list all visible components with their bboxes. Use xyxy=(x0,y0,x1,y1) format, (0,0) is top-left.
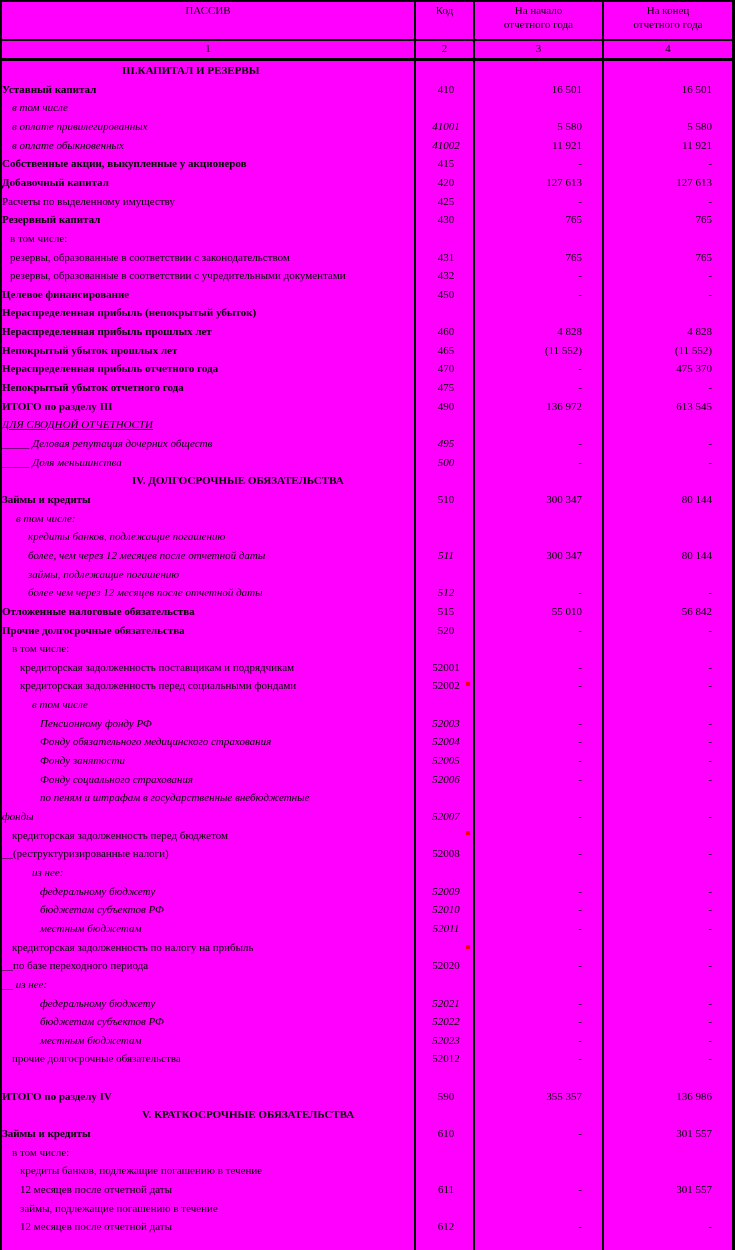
table-row xyxy=(0,472,735,490)
row-end-value: - xyxy=(708,904,712,917)
row-start-value: - xyxy=(578,456,582,469)
header-start-line2: отчетного года xyxy=(503,19,574,31)
table-row xyxy=(0,435,735,453)
row-start-value: - xyxy=(578,1016,582,1029)
table-row xyxy=(0,1013,735,1031)
row-name: __по базе переходного периода xyxy=(2,960,149,973)
header-start-line1: На начало xyxy=(514,5,563,17)
row-end-value: - xyxy=(708,736,712,749)
table-row xyxy=(0,81,735,99)
row-code: 52006 xyxy=(432,773,460,786)
header-end-line2: отчетного года xyxy=(633,19,703,31)
row-end-value: - xyxy=(708,1034,712,1047)
table-row xyxy=(0,267,735,285)
row-name: Фонду обязательного медицинского страхования xyxy=(40,736,272,749)
table-row xyxy=(0,1181,735,1199)
row-name: в том числе xyxy=(12,102,68,115)
row-code: 52008 xyxy=(432,848,460,861)
row-name: Отложенные налоговые обязательства xyxy=(2,605,195,618)
row-start-value: 4 828 xyxy=(557,326,582,339)
row-start-value: - xyxy=(578,960,582,973)
row-start-value: - xyxy=(578,1184,582,1196)
row-name: Целевое финансирование xyxy=(2,288,130,301)
table-row xyxy=(0,808,735,826)
row-start-value: - xyxy=(578,1221,582,1234)
row-name: 12 месяцев после отчетной даты xyxy=(20,1221,172,1234)
row-end-value: - xyxy=(708,382,712,395)
row-end-value: - xyxy=(708,997,712,1010)
row-name: местным бюджетам xyxy=(40,1034,142,1047)
row-end-value: - xyxy=(708,1053,712,1066)
table-row xyxy=(0,99,735,117)
table-row xyxy=(0,976,735,994)
row-start-value: - xyxy=(578,904,582,917)
table-row xyxy=(0,230,735,248)
row-code: 52009 xyxy=(432,885,460,898)
column-number-1: 1 xyxy=(205,43,211,55)
row-name: займы, подлежащие погашению в течение xyxy=(20,1202,218,1215)
table-row xyxy=(0,286,735,304)
row-start-value: - xyxy=(578,1128,582,1141)
table-row xyxy=(0,1218,735,1236)
row-code: 52012 xyxy=(432,1053,460,1066)
row-name: федеральному бюджету xyxy=(40,885,156,898)
table-row xyxy=(0,379,735,397)
row-end-value: 613 545 xyxy=(676,400,712,413)
row-name: в том числе: xyxy=(12,1146,70,1159)
table-row xyxy=(0,939,735,957)
table-row xyxy=(0,249,735,267)
row-end-value: - xyxy=(708,960,712,973)
table-row xyxy=(0,174,735,192)
row-end-value: - xyxy=(708,1221,712,1234)
row-code: 460 xyxy=(437,326,455,339)
table-row xyxy=(0,1106,735,1124)
row-code: 41002 xyxy=(432,139,460,152)
table-row xyxy=(0,155,735,173)
row-code: 500 xyxy=(437,456,455,469)
table-row xyxy=(0,752,735,770)
table-row xyxy=(0,920,735,938)
row-code: 611 xyxy=(437,1184,455,1196)
table-row xyxy=(0,398,735,416)
row-name: Резервный капитал xyxy=(2,214,101,227)
row-end-value: - xyxy=(708,755,712,768)
row-name: в том числе: xyxy=(16,512,76,525)
row-name: IV. ДОЛГОСРОЧНЫЕ ОБЯЗАТЕЛЬСТВА xyxy=(132,475,344,488)
row-start-value: - xyxy=(578,438,582,450)
table-row xyxy=(0,1088,735,1106)
row-code: 52020 xyxy=(432,960,460,973)
row-start-value: - xyxy=(578,773,582,786)
row-start-value: - xyxy=(578,1034,582,1047)
table-row xyxy=(0,510,735,528)
column-number-2: 2 xyxy=(441,43,448,55)
row-code: 515 xyxy=(437,605,455,618)
row-start-value: 55 010 xyxy=(551,605,582,618)
row-start-value: 11 921 xyxy=(552,139,582,152)
row-code: 52004 xyxy=(432,736,460,749)
row-name: Нераспределенная прибыль отчетного года xyxy=(2,363,219,376)
row-name: в том числе xyxy=(32,699,88,712)
row-end-value: 301 557 xyxy=(676,1128,712,1141)
row-name: резервы, образованные в соответствии с законодательством xyxy=(10,251,290,264)
table-row xyxy=(0,1069,735,1087)
row-name: федеральному бюджету xyxy=(40,997,156,1010)
row-end-value: 16 501 xyxy=(681,83,712,96)
table-row xyxy=(0,491,735,509)
table-row xyxy=(0,640,735,658)
header-liabilities: ПАССИВ xyxy=(185,5,231,17)
row-end-value: - xyxy=(708,680,712,693)
row-code: 52010 xyxy=(432,904,460,917)
row-start-value: - xyxy=(578,1053,582,1066)
row-end-value: 4 828 xyxy=(687,326,712,339)
row-start-value: - xyxy=(578,363,582,376)
row-name: местным бюджетам xyxy=(40,922,142,935)
row-start-value: - xyxy=(578,288,582,301)
row-name: в оплате привилегированных xyxy=(12,120,148,133)
row-code: 432 xyxy=(437,270,455,283)
row-start-value: - xyxy=(578,661,582,674)
table-row xyxy=(0,1162,735,1180)
table-row xyxy=(0,603,735,621)
table-row xyxy=(0,360,735,378)
table-row xyxy=(0,677,735,695)
row-end-value: - xyxy=(708,456,712,469)
row-name: ИТОГО по разделу III xyxy=(2,400,113,413)
row-name: резервы, образованные в соответствии с учредительными документами xyxy=(10,270,346,283)
row-code: 475 xyxy=(437,382,455,395)
header-end-line1: На конец xyxy=(646,5,690,17)
row-start-value: - xyxy=(578,922,582,935)
row-end-value: - xyxy=(708,848,712,861)
row-end-value: 765 xyxy=(695,214,712,227)
row-end-value: - xyxy=(708,773,712,786)
row-name: займы, подлежащие погашению xyxy=(28,568,180,581)
table-row xyxy=(0,193,735,211)
row-code: 52023 xyxy=(432,1034,460,1047)
row-name: Нераспределенная прибыль (непокрытый убыток) xyxy=(2,307,257,320)
row-start-value: - xyxy=(578,270,582,283)
row-code: 410 xyxy=(437,83,455,96)
row-code: 490 xyxy=(437,400,455,413)
table-row xyxy=(0,323,735,341)
row-end-value: 765 xyxy=(695,251,712,264)
top-border xyxy=(0,0,735,2)
row-code: 52003 xyxy=(432,717,460,730)
row-code: 512 xyxy=(437,587,455,600)
row-code: 520 xyxy=(437,624,455,637)
row-name: _____ Доля меньшинства xyxy=(2,456,122,469)
table-row xyxy=(0,342,735,360)
row-code: 415 xyxy=(437,158,455,171)
row-start-value: 300 347 xyxy=(546,549,582,562)
row-code: 511 xyxy=(438,549,454,562)
table-row xyxy=(0,827,735,845)
row-start-value: - xyxy=(578,885,582,898)
table-row xyxy=(0,622,735,640)
row-name: ИТОГО по разделу IV xyxy=(2,1090,112,1103)
table-row xyxy=(0,566,735,584)
row-name: Непокрытый убыток отчетного года xyxy=(2,382,184,395)
row-code: 420 xyxy=(437,176,455,189)
row-end-value: - xyxy=(708,624,712,637)
row-code: 52002 xyxy=(432,680,460,693)
row-start-value: - xyxy=(578,717,582,730)
row-end-value: 5 580 xyxy=(687,120,712,133)
row-code: 431 xyxy=(437,251,455,264)
table-row xyxy=(0,211,735,229)
header-end-of-year xyxy=(604,4,732,32)
row-name: фонды xyxy=(2,811,34,823)
table-row xyxy=(0,118,735,136)
header-start-of-year xyxy=(475,4,602,32)
row-start-value: 16 501 xyxy=(551,83,582,96)
table-row xyxy=(0,733,735,751)
table-row xyxy=(0,547,735,565)
row-name: Непокрытый убыток прошлых лет xyxy=(2,344,178,357)
row-end-value: - xyxy=(708,811,712,823)
row-name: __ из нее: xyxy=(2,978,48,991)
row-code: 470 xyxy=(437,363,455,376)
red-marker xyxy=(466,945,470,949)
column-number-3: 3 xyxy=(535,43,542,55)
header-divider xyxy=(0,39,735,41)
row-end-value: - xyxy=(708,438,712,450)
row-end-value: - xyxy=(708,661,712,674)
table-row xyxy=(0,883,735,901)
row-end-value: - xyxy=(708,195,712,208)
row-start-value: (11 552) xyxy=(544,344,582,357)
row-code: 52021 xyxy=(432,997,460,1010)
row-code: 52007 xyxy=(432,811,460,823)
row-code: 612 xyxy=(437,1221,455,1234)
table-row xyxy=(0,1125,735,1143)
row-name: кредиторская задолженность поставщикам и подрядчикам xyxy=(20,661,295,674)
row-code: 510 xyxy=(437,493,455,506)
table-row xyxy=(0,454,735,472)
row-name: в оплате обыкновенных xyxy=(12,139,124,152)
row-name: бюджетам субъектов РФ xyxy=(40,1016,164,1029)
row-start-value: 127 613 xyxy=(546,176,582,189)
table-row xyxy=(0,528,735,546)
table-row xyxy=(0,715,735,733)
table-row xyxy=(0,584,735,602)
row-start-value: - xyxy=(578,811,582,823)
row-name: Собственные акции, выкупленные у акционеров xyxy=(2,158,247,171)
row-name: бюджетам субъектов РФ xyxy=(40,904,164,917)
row-name: III.КАПИТАЛ И РЕЗЕРВЫ xyxy=(122,65,260,77)
row-end-value: (11 552) xyxy=(674,344,712,357)
row-code: 465 xyxy=(437,344,455,357)
row-start-value: - xyxy=(578,755,582,768)
row-name: Расчеты по выделенному имуществу xyxy=(2,195,175,208)
row-end-value: - xyxy=(708,717,712,730)
table-row xyxy=(0,659,735,677)
table-row xyxy=(0,137,735,155)
row-end-value: 11 921 xyxy=(682,139,712,152)
red-marker xyxy=(466,682,470,686)
row-name: более, чем через 12 месяцев после отчетной даты xyxy=(28,549,266,562)
table-row xyxy=(0,789,735,807)
row-code: 52022 xyxy=(432,1016,460,1029)
column-numbers-divider xyxy=(0,58,735,61)
row-name: Займы и кредиты xyxy=(2,1128,91,1141)
row-name: _____ Деловая репутация дочерних обществ xyxy=(2,438,213,450)
row-end-value: 301 557 xyxy=(676,1184,712,1196)
row-code: 52001 xyxy=(432,661,460,674)
row-name: более чем через 12 месяцев после отчетной даты xyxy=(28,587,263,600)
row-name: кредиторская задолженность перед бюджетом xyxy=(12,829,228,842)
table-row xyxy=(0,304,735,322)
row-name: кредиторская задолженность по налогу на прибыль xyxy=(12,941,254,954)
row-end-value: - xyxy=(708,158,712,171)
table-row xyxy=(0,845,735,863)
row-name: прочие долгосрочные обязательства xyxy=(12,1053,181,1066)
row-name: __(реструктуризированные налоги) xyxy=(2,848,169,861)
table-row xyxy=(0,1144,735,1162)
row-start-value: - xyxy=(578,195,582,208)
row-name: по пеням и штрафам в государственные внебюджетные xyxy=(40,792,310,805)
row-name: Займы и кредиты xyxy=(2,493,91,506)
row-name: Фонду социального страхования xyxy=(40,773,193,786)
row-name: Добавочный капитал xyxy=(2,176,109,189)
row-code: 495 xyxy=(437,438,455,450)
header-code: Код xyxy=(435,5,454,17)
table-row xyxy=(0,416,735,434)
row-name: Прочие долгосрочные обязательства xyxy=(2,624,185,637)
row-code: 41001 xyxy=(432,120,460,133)
row-start-value: - xyxy=(578,158,582,171)
table-row xyxy=(0,901,735,919)
row-name: Уставный капитал xyxy=(2,83,97,96)
row-name: Фонду занятости xyxy=(40,755,125,768)
row-start-value: 136 972 xyxy=(546,400,582,413)
table-row xyxy=(0,864,735,882)
row-name: в том числе: xyxy=(10,232,68,245)
row-name: в том числе: xyxy=(12,643,70,656)
row-start-value: - xyxy=(578,848,582,861)
row-end-value: 80 144 xyxy=(681,493,712,506)
red-marker xyxy=(466,831,470,835)
table-row xyxy=(0,995,735,1013)
row-end-value: 56 842 xyxy=(681,605,712,618)
row-code: 425 xyxy=(437,195,455,208)
row-name: 12 месяцев после отчетной даты xyxy=(20,1184,172,1196)
row-end-value: - xyxy=(708,885,712,898)
row-name: Пенсионному фонду РФ xyxy=(40,717,152,730)
table-row xyxy=(0,957,735,975)
column-number-4: 4 xyxy=(665,43,671,55)
row-end-value: - xyxy=(708,1016,712,1029)
row-end-value: - xyxy=(708,587,712,600)
row-start-value: - xyxy=(578,680,582,693)
row-start-value: 300 347 xyxy=(546,493,582,506)
row-start-value: - xyxy=(578,587,582,600)
row-start-value: 5 580 xyxy=(557,120,582,133)
row-start-value: - xyxy=(578,997,582,1010)
row-name: Нераспределенная прибыль прошлых лет xyxy=(2,326,212,339)
row-name: кредиты банков, подлежащие погашению в течение xyxy=(20,1165,263,1178)
row-start-value: - xyxy=(578,382,582,395)
row-name: из нее: xyxy=(32,866,64,879)
row-name: ДЛЯ СВОДНОЙ ОТЧЕТНОСТИ xyxy=(2,419,153,432)
row-end-value: 127 613 xyxy=(676,176,712,189)
table-row xyxy=(0,771,735,789)
row-end-value: - xyxy=(708,922,712,935)
table-row xyxy=(0,696,735,714)
row-code: 590 xyxy=(437,1090,455,1103)
row-start-value: - xyxy=(578,736,582,749)
row-name: кредиторская задолженность перед социальными фондами xyxy=(20,680,297,693)
row-start-value: 765 xyxy=(565,251,582,264)
row-start-value: 765 xyxy=(565,214,582,227)
row-name: V. КРАТКОСРОЧНЫЕ ОБЯЗАТЕЛЬСТВА xyxy=(142,1109,355,1122)
table-row xyxy=(0,62,735,80)
row-name: кредиты банков, подлежащие погашению xyxy=(28,531,226,544)
row-end-value: 475 370 xyxy=(676,363,712,376)
row-code: 430 xyxy=(437,214,455,227)
row-end-value: 136 986 xyxy=(676,1090,712,1103)
table-row xyxy=(0,1050,735,1068)
row-start-value: 355 357 xyxy=(546,1090,582,1103)
table-row xyxy=(0,1200,735,1218)
row-end-value: - xyxy=(708,288,712,301)
row-code: 450 xyxy=(437,288,455,301)
row-start-value: - xyxy=(578,624,582,637)
row-code: 52005 xyxy=(432,755,460,768)
row-end-value: - xyxy=(708,270,712,283)
row-code: 52011 xyxy=(432,922,460,935)
row-code: 610 xyxy=(437,1128,455,1141)
table-row xyxy=(0,1032,735,1050)
row-end-value: 80 144 xyxy=(681,549,712,562)
